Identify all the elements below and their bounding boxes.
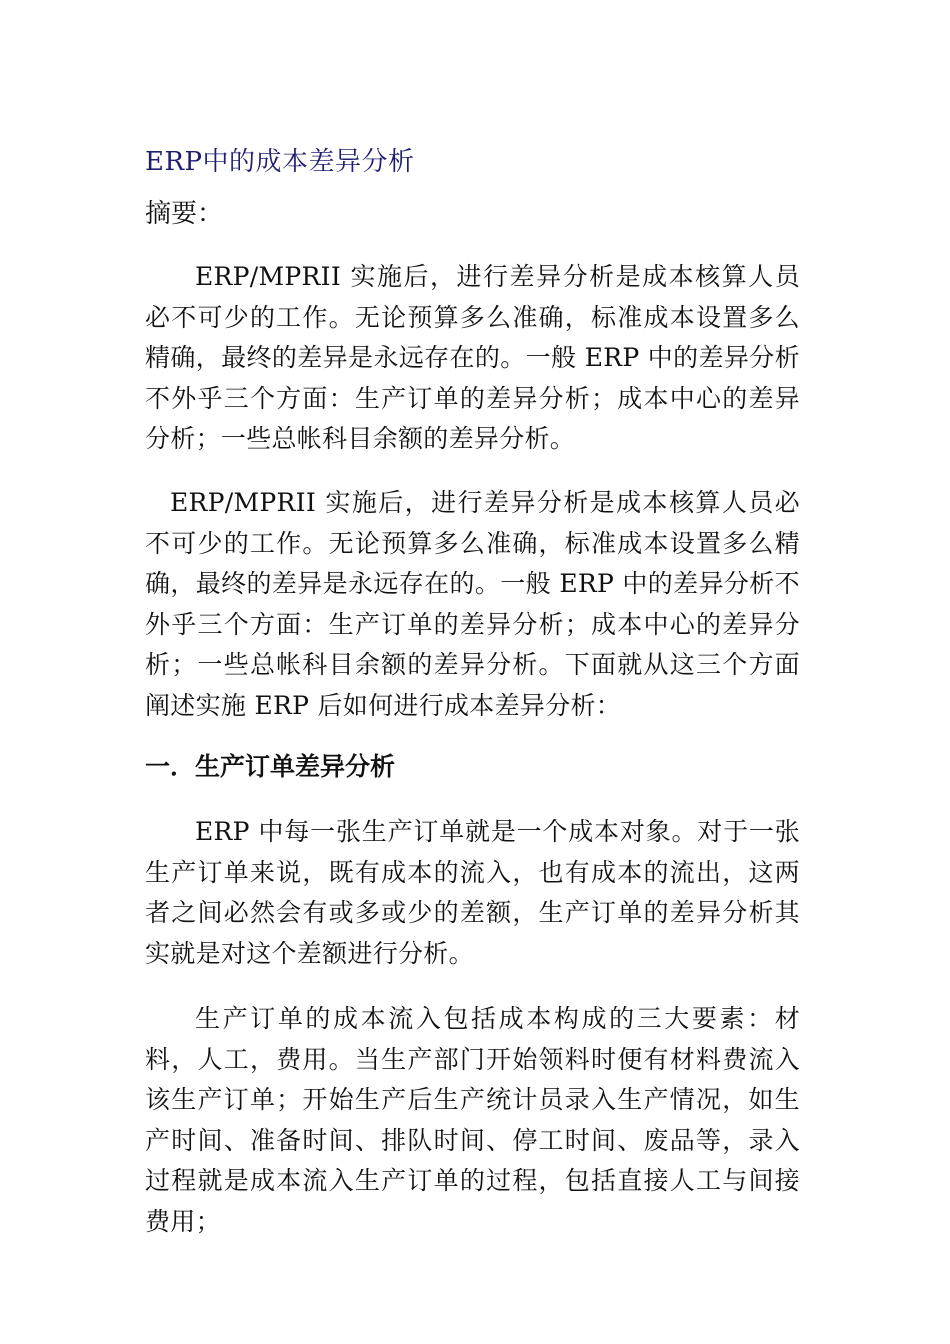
section-paragraph: ERP 中每一张生产订单就是一个成本对象。对于一张生产订单来说，既有成本的流入，也有成本的流出，这两者之间必然会有或多或少的差额，生产订单的差异分析其实就是对这个差额进行分析。 <box>145 817 800 968</box>
intro-paragraph: ERP/MPRII 实施后，进行差异分析是成本核算人员必不可少的工作。无论预算多么准确，标准成本设置多么精确，最终的差异是永远存在的。一般 ERP 中的差异分析不外乎三个方面：生产订单的差异分析；成本中心的差异分析；一些总帐科目余额的差异分析。下面就从这三个方面阐述实施 ERP 后如何进行成本差异分析： <box>145 488 800 720</box>
section-paragraph: 生产订单的成本流入包括成本构成的三大要素：材料，人工，费用。当生产部门开始领料时便有材料费流入该生产订单；开始生产后生产统计员录入生产情况，如生产时间、准备时间、排队时间、停工时间、废品等，录入过程就是成本流入生产订单的过程，包括直接人工与间接费用； <box>145 1004 800 1236</box>
abstract-paragraph: ERP/MPRII 实施后，进行差异分析是成本核算人员必不可少的工作。无论预算多么准确，标准成本设置多么精确，最终的差异是永远存在的。一般 ERP 中的差异分析不外乎三个方面：生产订单的差异分析；成本中心的差异分析；一些总帐科目余额的差异分析。 <box>145 262 800 453</box>
section-heading-production-order: 一．生产订单差异分析 <box>145 752 396 781</box>
abstract-label: 摘要： <box>145 199 224 229</box>
document-title: ERP中的成本差异分析 <box>145 147 415 177</box>
